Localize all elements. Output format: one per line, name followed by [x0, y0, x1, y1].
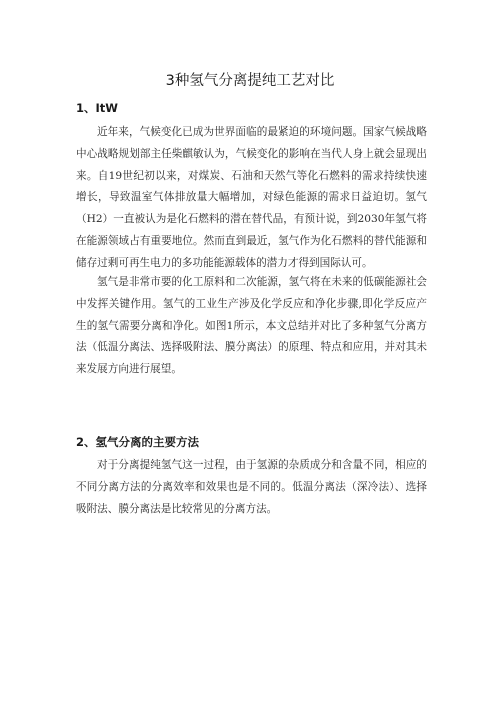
paragraph: 氢气是非常市要的化工原料和二次能源，氢气将在未来的低碳能源社会中发挥关键作用。氢气的工业生产涉及化学反应和净化步骤,即化学反应产生的氢气需要分离和净化。如图1所示，本文总结并对比了多种氢气分离方法（低温分离法、选择吸附法、膜分离法）的原理、特点和应用，并对其未来发展方向进行展望。 [76, 276, 427, 376]
section-heading-methods: 2、氢气分离的主要方法 [76, 435, 200, 449]
document-title: 3种氢气分离提纯工艺对比 [165, 73, 335, 89]
paragraph: 近年来，气候变化已成为世界面临的最紧迫的环境问题。国家气候战略中心战略规划部主任柴麒敏认为，气候变化的影响在当代人身上就会显现出来。自19世纪初以来，对煤炭、石油和天然气等化石燃料的需求持续快速增长，导致温室气体排放量大幅增加，对绿色能源的需求日益迫切。氢气（H2）一直被认为是化石燃料的潜在替代品，有预计说，到2030年氢气将在能源领域占有重要地位。然而直到最近，氢气作为化石燃料的替代能源和储存过剩可再生电力的多功能能源载体的潜力才得到国际认可。 [76, 126, 427, 269]
section-heading-introduction: 1、ItW [76, 101, 118, 115]
paragraph: 对于分离提纯氢气这一过程，由于氢源的杂质成分和含量不同，相应的不同分离方法的分离效率和效果也是不同的。低温分离法（深冷法）、选择吸附法、膜分离法是比较常见的分离方法。 [76, 459, 427, 515]
